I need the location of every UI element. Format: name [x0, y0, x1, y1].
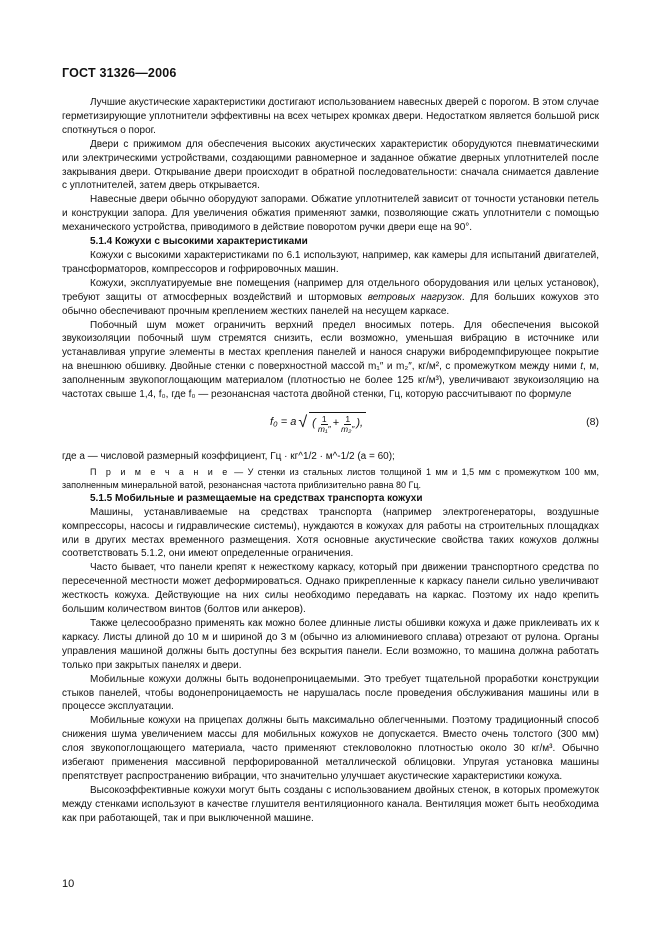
document-body: [62, 96, 599, 826]
document-header: ГОСТ 31326—2006: [62, 66, 177, 80]
fraction: [318, 415, 331, 434]
section-heading-5-1-5: 5.1.5 Мобильные и размещаемые на средствах транспорта кожухи: [90, 492, 423, 504]
paragraph: Кожухи с высокими характеристиками по 6.1 используют, например, как камеры для испытаний двигателей, трансформаторов, компрессоров и гофрировочных машин.: [62, 249, 599, 275]
paragraph: Машины, устанавливаемые на средствах транспорта (например электрогенераторы, воздушные компрессоры, насосы и гидравлические системы), нуждаются в кожухах для работы на строительных площадках или в других местах временного размещения. Хотя основные акустические свойства таких кожухов должны соответствовать 5.1.2, они имеют определенные ограничения.: [62, 506, 599, 560]
formula-lhs: f₀ = a: [270, 415, 297, 428]
sqrt-sign: √: [298, 413, 308, 431]
paragraph: [62, 319, 599, 402]
italic-var: t: [580, 361, 583, 373]
formula-row: [62, 406, 599, 448]
paragraph: Мобильные кожухи на прицепах должны быть максимально облегченными. Поэтому традиционный способ снижения шума увеличением массы для мобильных кожухов не допускается. Вместо очень толстого (300 мм) слоя звукопоглощающего материала, часто применяют стекловолокно плотностью около 30 кг/м³. Обычно избегают применения массивной перфорированной металлической облицовки. Упругая установка машины препятствует распространению вибрации, что значительно улучшает акустические характеристики кожуха.: [62, 715, 599, 782]
paragraph: Навесные двери обычно оборудуют запорами. Обжатие уплотнителей зависит от точности установки петель и конструкции запора. Для увеличения обжатия применяют замки, позволяющие сжать уплотнители с помощью механического устройства, приводимого в действие поворотом ручки двери еще на 90°.: [62, 194, 599, 234]
page-number: 10: [62, 878, 75, 890]
paragraph-text: . Для больших кожухов это обычно обеспечивают прочным креплением жестких панелей на несущем каркасе.: [62, 291, 599, 317]
paragraph: Двери с прижимом для обеспечения высоких акустических характеристик оборудуются пневматическими или электрическими устройствами, создающими равномерное и заданное обжатие дверных уплотнителей после закрывания двери. Открывание двери происходит в обратной последовательности: сначала снимается давление с уплотнителей, затем дверь открывается.: [62, 138, 599, 192]
formula: [270, 412, 366, 434]
numerator: 1: [345, 413, 351, 424]
note-text: — У стенки из стальных листов толщиной 1 мм и 1,5 мм с промежутком 100 мм, заполненным минеральной ватой, резонансная частота приблизительно равна 80 Гц.: [62, 466, 599, 490]
paragraph: Также целесообразно применять как можно более длинные листы обшивки кожуха и даже приклеивать их к каркасу. Листы длиной до 10 м и шириной до 3 м (обычно из алюминиевого сплава) отрезают от рулона. Органы управления машиной должны быть доступны без вскрытия панели. Если возможно, то машина должна работать только при закрытых панелях и двери.: [62, 618, 599, 671]
paragraph-text: Кожухи, эксплуатируемые вне помещения (например для отдельного оборудования или целых установок), требуют защиты от атмосферных воздействий и штормовых: [62, 277, 599, 303]
denominator: m₂″: [341, 423, 355, 434]
formula-explanation: где a — числовой размерный коэффициент, Гц · кг^1/2 · м^-1/2 (a = 60);: [62, 450, 395, 462]
fraction: [341, 415, 354, 434]
denominator: m₁″: [317, 423, 331, 434]
note-label: П р и м е ч а н и е: [90, 466, 230, 477]
note: [62, 466, 599, 492]
equation-number: (8): [586, 415, 599, 428]
paragraph: Мобильные кожухи должны быть водонепроницаемыми. Это требует тщательной проработки конструкции стыков панелей, чтобы водонепроницаемость не нарушалась после проведения обслуживания машины или в процессе эксплуатации.: [62, 673, 599, 713]
paragraph: Высокоэффективные кожухи могут быть созданы с использованием двойных стенок, в которых промежуток между стенками используют в качестве глушителя вентиляционного канала. Вентиляция может быть необходима как при работающей, так и при выключенной машине.: [62, 784, 599, 824]
sqrt-body: ( $\frac{1}{\text{m₁″}}$ + $\frac{1}{\text{m₂″}}$ ),: [309, 412, 366, 434]
numerator: 1: [321, 413, 327, 424]
italic-text: ветровых нагрузок: [367, 291, 462, 303]
paragraph-text: , м, заполненным звукопоглощающим материалом (плотностью не более 125 кг/м³), увеличивают звукоизоляцию на частотах свыше 1,4, f₀, где f₀ — резонансная частота двойной стенки, Гц, которую рассчитывают по формуле: [62, 361, 599, 401]
paragraph: [62, 277, 599, 319]
paragraph-text: Побочный шум может ограничить верхний предел вносимых потерь. Для обеспечения высокой звукоизоляции побочный шум стремятся снизить, если возможно, уменьшая вибрацию в источнике или устанавливая упругие элементы в местах крепления панелей и нанося снаружи вибродемпфирующее покрытие на внешнюю обшивку. Двойные стенки с поверхностной массой m₁″ и m₂″, кг/м², с промежутком между ними: [62, 319, 599, 373]
paragraph: Лучшие акустические характеристики достигают использованием навесных дверей с порогом. В этом случае герметизирующие уплотнители эффективны на всех четырех кромках двери. Недостатком является большой риск споткнуться о порог.: [62, 97, 599, 136]
section-heading-5-1-4: 5.1.4 Кожухи с высокими характеристиками: [90, 236, 308, 248]
paragraph: Часто бывает, что панели крепят к нежесткому каркасу, который при движении транспортного средства по пересеченной местности может деформироваться. Однако прикрепленные к каркасу панели сильно увеличивают жесткость кожуха. Действующие на них силы необходимо передавать на каркас. Поэтому их надо крепить большим количеством винтов (болтов или анкеров).: [62, 562, 599, 616]
